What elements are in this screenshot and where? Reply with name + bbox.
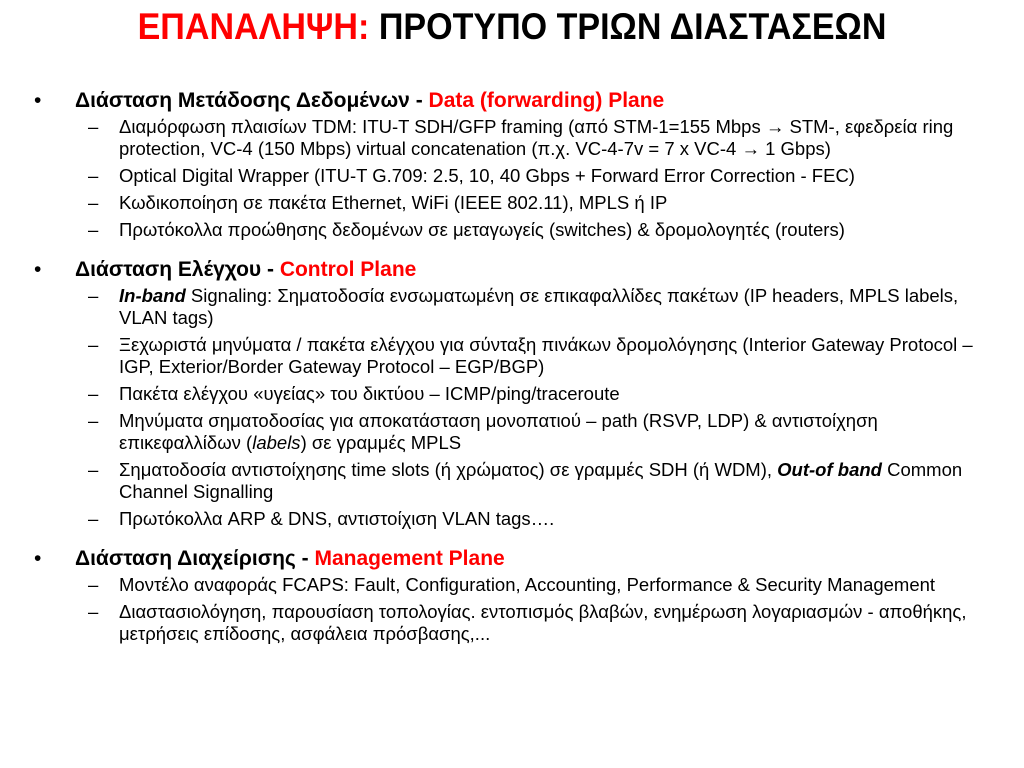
- heading-accent: Management Plane: [314, 547, 505, 570]
- item-text: ) σε γραμμές MPLS: [300, 432, 462, 453]
- section-control-plane: [28, 257, 988, 530]
- title-prefix: ΕΠΑΝΑΛΗΨΗ:: [137, 6, 370, 47]
- slide-title: [41, 6, 983, 48]
- list-item: [28, 116, 988, 160]
- heading-accent: Control Plane: [279, 258, 417, 281]
- bullet-icon: •: [34, 89, 42, 112]
- slide-body: [28, 88, 988, 650]
- dash-icon: –: [88, 165, 99, 186]
- list-item: [28, 219, 988, 241]
- list-item: [28, 334, 988, 378]
- section-heading: [28, 88, 988, 114]
- arrow-right-icon: →: [741, 138, 760, 159]
- item-text: Πρωτόκολλα ARP & DNS, αντιστοίχιση VLAN tags….: [119, 508, 555, 529]
- item-text: Πακέτα ελέγχου «υγείας» του δικτύου – ICMP/ping/traceroute: [119, 383, 620, 404]
- dash-icon: –: [88, 116, 99, 137]
- heading-text: Διάσταση Μετάδοσης Δεδομένων -: [75, 89, 429, 112]
- item-text: Ξεχωριστά μηνύματα / πακέτα ελέγχου για σύνταξη πινάκων δρομολόγησης (Interior Gateway Protocol – IGP, Exterior/Border Gateway Protocol – EGP/BGP): [119, 334, 973, 377]
- section-data-plane: [28, 88, 988, 241]
- dash-icon: –: [88, 508, 99, 529]
- list-item: [28, 601, 988, 645]
- section-heading: [28, 257, 988, 283]
- list-item: [28, 508, 988, 530]
- item-text: Κωδικοποίηση σε πακέτα Ethernet, WiFi (IEEE 802.11), MPLS ή IP: [119, 192, 668, 213]
- item-text: Πρωτόκολλα προώθησης δεδομένων σε μεταγωγείς (switches) & δρομολογητές (routers): [119, 219, 845, 240]
- list-item: [28, 285, 988, 329]
- item-text: Optical Digital Wrapper (ITU-T G.709: 2.5, 10, 40 Gbps + Forward Error Correction - FEC): [119, 165, 855, 186]
- dash-icon: –: [88, 334, 99, 355]
- title-main: ΠΡΟΤΥΠΟ ΤΡΙΩΝ ΔΙΑΣΤΑΣΕΩΝ: [378, 6, 887, 47]
- list-item: [28, 459, 988, 503]
- dash-icon: –: [88, 383, 99, 404]
- item-emphasis: Out-of band: [777, 459, 882, 480]
- dash-icon: –: [88, 601, 99, 622]
- list-item: [28, 574, 988, 596]
- heading-text: Διάσταση Διαχείρισης -: [75, 547, 315, 570]
- dash-icon: –: [88, 285, 99, 306]
- item-text: Signaling: Σηματοδοσία ενσωματωμένη σε επικαφαλλίδες πακέτων (IP headers, MPLS labels, VLAN tags): [119, 285, 959, 328]
- heading-text: Διάσταση Ελέγχου -: [75, 258, 280, 281]
- bullet-icon: •: [34, 547, 42, 570]
- bullet-icon: •: [34, 258, 42, 281]
- item-text: Μηνύματα σηματοδοσίας για αποκατάσταση μονοπατιού – path (RSVP, LDP) & αντιστοίχηση επικεφαλλίδων (: [119, 410, 878, 453]
- section-management-plane: [28, 546, 988, 645]
- arrow-right-icon: →: [765, 116, 785, 137]
- item-emphasis: In-band: [119, 285, 186, 306]
- dash-icon: –: [88, 219, 99, 240]
- item-text: 1 Gbps): [759, 138, 831, 159]
- item-text: Μοντέλο αναφοράς FCAPS: Fault, Configuration, Accounting, Performance & Security Management: [119, 574, 936, 595]
- list-item: [28, 410, 988, 454]
- dash-icon: –: [88, 410, 99, 431]
- item-text: Διαστασιολόγηση, παρουσίαση τοπολογίας. εντοπισμός βλαβών, ενημέρωση λογαριασμών - αποθήκης, μετρήσεις επίδοσης, ασφάλεια πρόσβασης,...: [119, 601, 967, 644]
- item-text: STM-, εφεδρεία ring protection, VC-4 (150 Mbps) virtual concatenation (π.χ. VC-4-7v = 7 x VC-4: [119, 116, 954, 159]
- item-text: Common Channel Signalling: [119, 459, 963, 502]
- list-item: [28, 192, 988, 214]
- list-item: [28, 383, 988, 405]
- item-italic: labels: [252, 432, 301, 453]
- list-item: [28, 165, 988, 187]
- heading-accent: Data (forwarding) Plane: [428, 89, 665, 112]
- item-text: Σηματοδοσία αντιστοίχησης time slots (ή χρώματος) σε γραμμές SDH (ή WDM),: [119, 459, 778, 480]
- dash-icon: –: [88, 192, 99, 213]
- section-heading: [28, 546, 988, 572]
- dash-icon: –: [88, 574, 99, 595]
- dash-icon: –: [88, 459, 99, 480]
- item-text: Διαμόρφωση πλαισίων TDM: ITU-T SDH/GFP framing (από STM-1=155 Mbps: [119, 116, 766, 137]
